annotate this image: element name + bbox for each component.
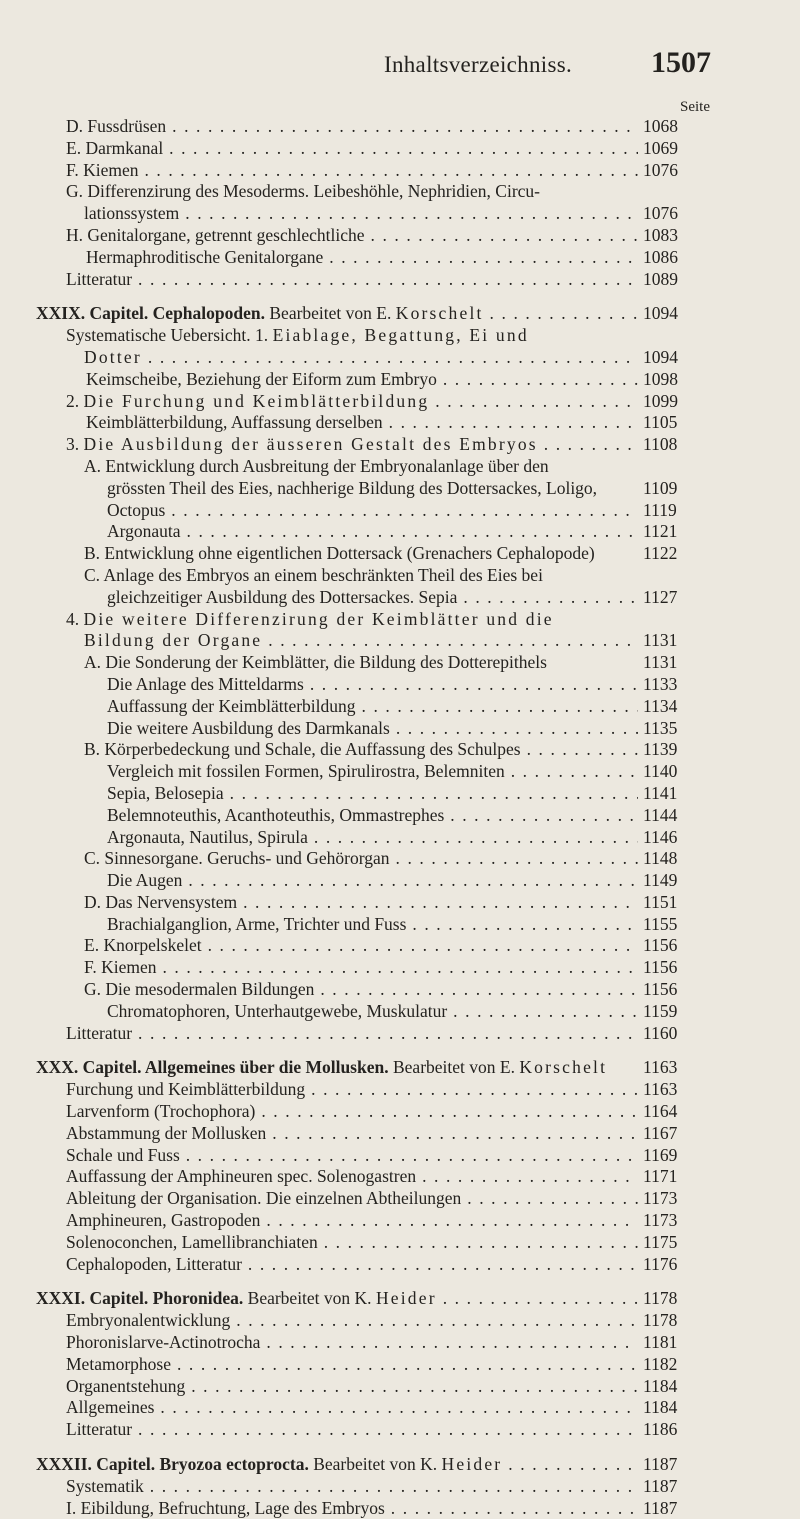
toc-entry — [0, 848, 800, 870]
entry-label: Vergleich mit fossilen Formen, Spirulirostra, Belemniten — [107, 761, 505, 782]
entry-page-number: 1135 — [643, 717, 678, 738]
toc-entry — [0, 696, 800, 718]
entry-label: H. Genitalorgane, getrennt geschlechtliche — [66, 224, 365, 245]
entry-label: C. Sinnesorgane. Geruchs- und Gehörorgan — [84, 848, 390, 869]
entry-page-number: 1109 — [643, 477, 678, 498]
entry-text — [36, 303, 638, 325]
entry-label: Larvenform (Trochophora) — [66, 1101, 256, 1122]
entry-text — [84, 456, 638, 478]
entry-text — [66, 269, 638, 291]
entry-label: Argonauta — [107, 521, 181, 542]
header-page-number: 1507 — [651, 46, 711, 79]
entry-page-number: 1163 — [643, 1057, 678, 1078]
entry-page-number: 1186 — [643, 1419, 678, 1440]
entry-page-number: 1139 — [643, 739, 678, 760]
entry-label: grössten Theil des Eies, nachherige Bildung des Dottersackes, Loligo, — [107, 477, 598, 498]
chapter-title: Cephalopoden. — [148, 303, 265, 324]
entry-page-number: 1171 — [643, 1166, 678, 1187]
running-header — [0, 46, 800, 80]
entry-label: Auffassung der Keimblätterbildung — [107, 695, 356, 716]
entry-text — [36, 1288, 638, 1310]
entry-page-number: 1175 — [643, 1231, 678, 1252]
entry-page-number: 1187 — [643, 1497, 678, 1518]
entry-label: G. Die mesodermalen Bildungen — [84, 979, 315, 1000]
entry-text — [84, 565, 638, 587]
entry-page-number: 1184 — [643, 1375, 678, 1396]
entry-text — [107, 478, 638, 500]
entry-page-number: 1098 — [643, 368, 678, 389]
entry-page-number: 1173 — [643, 1210, 678, 1231]
toc-entry — [0, 116, 800, 138]
entry-text — [66, 1079, 638, 1101]
toc-entry — [0, 935, 800, 957]
entry-page-number: 1178 — [643, 1288, 678, 1309]
toc-entry — [0, 1079, 800, 1101]
entry-page-number: 1144 — [643, 804, 678, 825]
entry-label: Organentstehung — [66, 1375, 186, 1396]
entry-page-number: 1122 — [643, 543, 678, 564]
entry-page-number: 1149 — [643, 870, 678, 891]
toc-entry — [0, 914, 800, 936]
entry-label: Brachialganglion, Arme, Trichter und Fuss — [107, 913, 407, 934]
chapter-label: XXX. Capitel. — [36, 1057, 142, 1078]
entry-label: Argonauta, Nautilus, Spirula — [107, 826, 308, 847]
entry-label: 4. — [66, 608, 84, 629]
entry-page-number: 1148 — [643, 848, 678, 869]
entry-text — [66, 1166, 638, 1188]
entry-page-number: 1094 — [643, 303, 678, 324]
entry-text — [66, 1376, 638, 1398]
toc-entry — [0, 718, 800, 740]
toc-entry — [0, 783, 800, 805]
toc-entry — [0, 739, 800, 761]
page-column-label: Seite — [680, 99, 710, 115]
toc-entry — [0, 138, 800, 160]
entry-text — [84, 652, 638, 674]
entry-spaced-label: Die weitere Differenzirung der Keimblätter und die — [83, 608, 554, 629]
toc-entry — [0, 412, 800, 434]
entry-text — [107, 783, 638, 805]
toc-entry — [0, 1419, 800, 1441]
entry-page-number: 1156 — [643, 957, 678, 978]
toc-entry — [0, 1001, 800, 1023]
entry-label: F. Kiemen — [84, 957, 157, 978]
chapter-heading-row — [0, 1057, 800, 1079]
entry-label: Belemnoteuthis, Acanthoteuthis, Ommastrephes — [107, 804, 445, 825]
toc-entry — [0, 1476, 800, 1498]
entry-label: Schale und Fuss — [66, 1144, 180, 1165]
entry-text — [36, 1454, 638, 1476]
entry-page-number: 1178 — [643, 1310, 678, 1331]
toc-entry — [0, 1397, 800, 1419]
entry-label: Litteratur — [66, 1022, 133, 1043]
entry-label: I. Eibildung, Befruchtung, Lage des Embryos — [66, 1497, 385, 1518]
toc-entry — [0, 1310, 800, 1332]
entry-label: Amphineuren, Gastropoden — [66, 1210, 261, 1231]
entry-label: D. Das Nervensystem — [84, 891, 238, 912]
entry-text — [107, 696, 638, 718]
entry-text — [66, 1498, 638, 1519]
entry-label: Allgemeines — [66, 1397, 155, 1418]
chapter-heading-row — [0, 1288, 800, 1310]
toc-entry — [0, 456, 800, 478]
entry-text — [86, 247, 638, 269]
entry-text — [107, 500, 638, 522]
entry-text — [66, 1023, 638, 1045]
entry-text — [66, 391, 638, 413]
entry-label: Sepia, Belosepia — [107, 782, 224, 803]
toc-entry — [0, 181, 800, 203]
entry-page-number: 1140 — [643, 761, 678, 782]
entry-text — [66, 609, 638, 631]
entry-label: Litteratur — [66, 1419, 133, 1440]
entry-label: lationssystem — [84, 203, 180, 224]
chapter-title: Phoronidea. — [148, 1288, 244, 1309]
entry-label: Metamorphose — [66, 1353, 171, 1374]
entry-page-number: 1146 — [643, 826, 678, 847]
entry-label: Bearbeitet von E. — [388, 1057, 520, 1078]
entry-label: Bearbeitet von E. — [265, 303, 396, 324]
toc-entry — [0, 652, 800, 674]
entry-text — [66, 116, 638, 138]
entry-text — [84, 543, 638, 565]
entry-text — [84, 892, 638, 914]
entry-label: Abstammung der Mollusken — [66, 1122, 267, 1143]
entry-spaced-label: Korschelt — [395, 303, 484, 324]
toc-entry — [0, 1166, 800, 1188]
entry-label: 2. — [66, 390, 84, 411]
entry-text — [107, 827, 638, 849]
entry-page-number: 1155 — [643, 913, 678, 934]
entry-text — [84, 848, 638, 870]
entry-text — [66, 1145, 638, 1167]
entry-page-number: 1176 — [643, 1253, 678, 1274]
entry-text — [107, 587, 638, 609]
entry-text — [66, 138, 638, 160]
toc-entry — [0, 1123, 800, 1145]
entry-text — [107, 718, 638, 740]
entry-page-number: 1141 — [643, 782, 678, 803]
entry-page-number: 1134 — [643, 695, 678, 716]
entry-text — [66, 434, 638, 456]
entry-page-number: 1131 — [643, 652, 678, 673]
entry-page-number: 1105 — [643, 412, 678, 433]
entry-text — [66, 325, 638, 347]
entry-text — [84, 979, 638, 1001]
entry-text — [107, 761, 638, 783]
entry-text — [66, 181, 638, 203]
toc-entry — [0, 225, 800, 247]
toc-entry — [0, 674, 800, 696]
entry-label: Cephalopoden, Litteratur — [66, 1253, 242, 1274]
entry-page-number: 1156 — [643, 935, 678, 956]
toc-entry — [0, 1354, 800, 1376]
entry-label: Systematik — [66, 1475, 144, 1496]
entry-text — [84, 630, 638, 652]
toc-entry — [0, 609, 800, 631]
toc-entry — [0, 565, 800, 587]
entry-label: C. Anlage des Embryos an einem beschränkten Theil des Eies bei — [84, 564, 543, 585]
entry-text — [66, 1354, 638, 1376]
entry-label: B. Entwicklung ohne eigentlichen Dottersack (Grenachers Cephalopode) — [84, 543, 595, 564]
entry-text — [107, 914, 638, 936]
entry-text — [84, 957, 638, 979]
entry-text — [66, 1476, 638, 1498]
entry-page-number: 1133 — [643, 673, 678, 694]
entry-label: Furchung und Keimblätterbildung — [66, 1079, 306, 1100]
entry-text — [84, 347, 638, 369]
entry-page-number: 1127 — [643, 586, 678, 607]
toc-entry — [0, 1101, 800, 1123]
toc-entry — [0, 805, 800, 827]
entry-spaced-label: Bildung der Organe — [84, 630, 263, 651]
toc-entry — [0, 521, 800, 543]
toc-entry — [0, 1023, 800, 1045]
entry-page-number: 1187 — [643, 1454, 678, 1475]
entry-label: 3. — [66, 434, 84, 455]
entry-label: Die Anlage des Mitteldarms — [107, 673, 304, 694]
entry-label: Solenoconchen, Lamellibranchiaten — [66, 1231, 318, 1252]
entry-text — [66, 1210, 638, 1232]
entry-spaced-label: Heider — [441, 1454, 503, 1475]
entry-label: Chromatophoren, Unterhautgewebe, Muskulatur — [107, 1000, 448, 1021]
entry-label: E. Darmkanal — [66, 137, 164, 158]
entry-label: Bearbeitet von K. — [308, 1454, 442, 1475]
entry-label: Hermaphroditische Genitalorgane — [86, 246, 324, 267]
toc-entry — [0, 1498, 800, 1519]
toc-entry — [0, 347, 800, 369]
entry-page-number: 1069 — [643, 137, 678, 158]
entry-page-number: 1108 — [643, 434, 678, 455]
toc-entry — [0, 761, 800, 783]
entry-label: Die weitere Ausbildung des Darmkanals — [107, 717, 390, 738]
entry-text — [66, 1332, 638, 1354]
toc-entry — [0, 500, 800, 522]
toc-entry — [0, 870, 800, 892]
toc-entry — [0, 247, 800, 269]
toc-entry — [0, 1145, 800, 1167]
toc-entry — [0, 160, 800, 182]
toc-entry — [0, 325, 800, 347]
toc-entry — [0, 957, 800, 979]
entry-page-number: 1131 — [643, 630, 678, 651]
entry-page-number: 1119 — [643, 499, 677, 520]
toc-entry — [0, 203, 800, 225]
entry-spaced-label: Dotter — [84, 346, 142, 367]
entry-spaced-label: Die Furchung und Keimblätterbildung — [83, 390, 430, 411]
chapter-label: XXIX. Capitel. — [36, 303, 149, 324]
entry-label: F. Kiemen — [66, 159, 139, 180]
entry-page-number: 1169 — [643, 1144, 678, 1165]
entry-spaced-label: Korschelt — [519, 1057, 608, 1078]
entry-text — [66, 1310, 638, 1332]
entry-page-number: 1156 — [643, 979, 678, 1000]
entry-text — [86, 369, 638, 391]
toc-entry — [0, 587, 800, 609]
entry-text — [66, 1188, 638, 1210]
toc-entry — [0, 391, 800, 413]
entry-page-number: 1160 — [643, 1022, 678, 1043]
entry-page-number: 1167 — [643, 1122, 678, 1143]
chapter-title: Bryozoa ectoprocta. — [155, 1454, 309, 1475]
entry-page-number: 1181 — [643, 1332, 678, 1353]
entry-text — [36, 1057, 638, 1079]
chapter-label: XXXI. Capitel. — [36, 1288, 149, 1309]
chapter-title: Allgemeines über die Mollusken. — [141, 1057, 389, 1078]
entry-text — [66, 1101, 638, 1123]
entry-label: Octopus — [107, 499, 166, 520]
entry-label: Bearbeitet von K. — [243, 1288, 376, 1309]
entry-page-number: 1184 — [643, 1397, 678, 1418]
toc-entry — [0, 827, 800, 849]
entry-page-number: 1187 — [643, 1475, 678, 1496]
entry-label: E. Knorpelskelet — [84, 935, 202, 956]
entry-label: Die Augen — [107, 870, 183, 891]
toc-entry — [0, 1210, 800, 1232]
entry-label: Keimscheibe, Beziehung der Eiform zum Embryo — [86, 368, 437, 389]
toc-entry — [0, 478, 800, 500]
toc-entry — [0, 1332, 800, 1354]
toc-entry — [0, 979, 800, 1001]
toc-entry — [0, 630, 800, 652]
entry-label: Litteratur — [66, 268, 133, 289]
entry-page-number: 1163 — [643, 1079, 678, 1100]
entry-label: Phoronislarve-Actinotrocha — [66, 1332, 261, 1353]
entry-page-number: 1083 — [643, 224, 678, 245]
entry-text — [66, 225, 638, 247]
entry-spaced-label: Eiablage, Begattung, Ei und — [272, 325, 529, 346]
entry-text — [66, 160, 638, 182]
entry-label: A. Die Sonderung der Keimblätter, die Bildung des Dotterepithels — [84, 652, 547, 673]
entry-page-number: 1173 — [643, 1188, 678, 1209]
entry-text — [84, 739, 638, 761]
entry-text — [66, 1397, 638, 1419]
chapter-heading-row — [0, 303, 800, 325]
entry-text — [66, 1232, 638, 1254]
entry-label: Keimblätterbildung, Auffassung derselben — [86, 412, 383, 433]
toc-entry — [0, 1376, 800, 1398]
entry-page-number: 1076 — [643, 159, 678, 180]
entry-label: Auffassung der Amphineuren spec. Solenogastren — [66, 1166, 417, 1187]
header-title: Inhaltsverzeichniss. — [384, 52, 573, 77]
entry-text — [107, 1001, 638, 1023]
chapter-heading-row — [0, 1454, 800, 1476]
entry-page-number: 1164 — [643, 1101, 678, 1122]
entry-text — [107, 870, 638, 892]
entry-label: D. Fussdrüsen — [66, 116, 167, 136]
entry-text — [107, 805, 638, 827]
entry-text — [66, 1254, 638, 1276]
table-of-contents — [0, 116, 800, 1519]
entry-page-number: 1099 — [643, 390, 678, 411]
entry-text — [107, 521, 638, 543]
entry-label: B. Körperbedeckung und Schale, die Auffassung des Schulpes — [84, 739, 521, 760]
entry-page-number: 1151 — [643, 891, 678, 912]
entry-label: Systematische Uebersicht. 1. — [66, 325, 273, 346]
entry-page-number: 1089 — [643, 268, 678, 289]
entry-text — [107, 674, 638, 696]
toc-entry — [0, 1188, 800, 1210]
toc-entry — [0, 1254, 800, 1276]
entry-page-number: 1094 — [643, 346, 678, 367]
entry-spaced-label: Die Ausbildung der äusseren Gestalt des Embryos — [83, 434, 538, 455]
entry-label: A. Entwicklung durch Ausbreitung der Embryonalanlage über den — [84, 455, 549, 476]
entry-page-number: 1182 — [643, 1353, 678, 1374]
entry-text — [86, 412, 638, 434]
entry-text — [66, 1123, 638, 1145]
toc-entry — [0, 543, 800, 565]
entry-text — [84, 203, 638, 225]
entry-page-number: 1159 — [643, 1000, 678, 1021]
toc-entry — [0, 269, 800, 291]
toc-entry — [0, 369, 800, 391]
entry-text — [66, 1419, 638, 1441]
entry-label: G. Differenzirung des Mesoderms. Leibeshöhle, Nephridien, Circu- — [66, 181, 540, 202]
entry-label: Ableitung der Organisation. Die einzelnen Abtheilungen — [66, 1188, 462, 1209]
entry-page-number: 1068 — [643, 116, 678, 136]
toc-entry — [0, 434, 800, 456]
entry-label: Embryonalentwicklung — [66, 1310, 231, 1331]
entry-page-number: 1076 — [643, 203, 678, 224]
toc-entry — [0, 1232, 800, 1254]
entry-page-number: 1121 — [643, 521, 678, 542]
entry-text — [84, 935, 638, 957]
entry-spaced-label: Heider — [375, 1288, 437, 1309]
entry-page-number: 1086 — [643, 246, 678, 267]
toc-entry — [0, 892, 800, 914]
chapter-label: XXXII. Capitel. — [36, 1454, 156, 1475]
entry-label: gleichzeitiger Ausbildung des Dottersackes. Sepia — [107, 586, 458, 607]
